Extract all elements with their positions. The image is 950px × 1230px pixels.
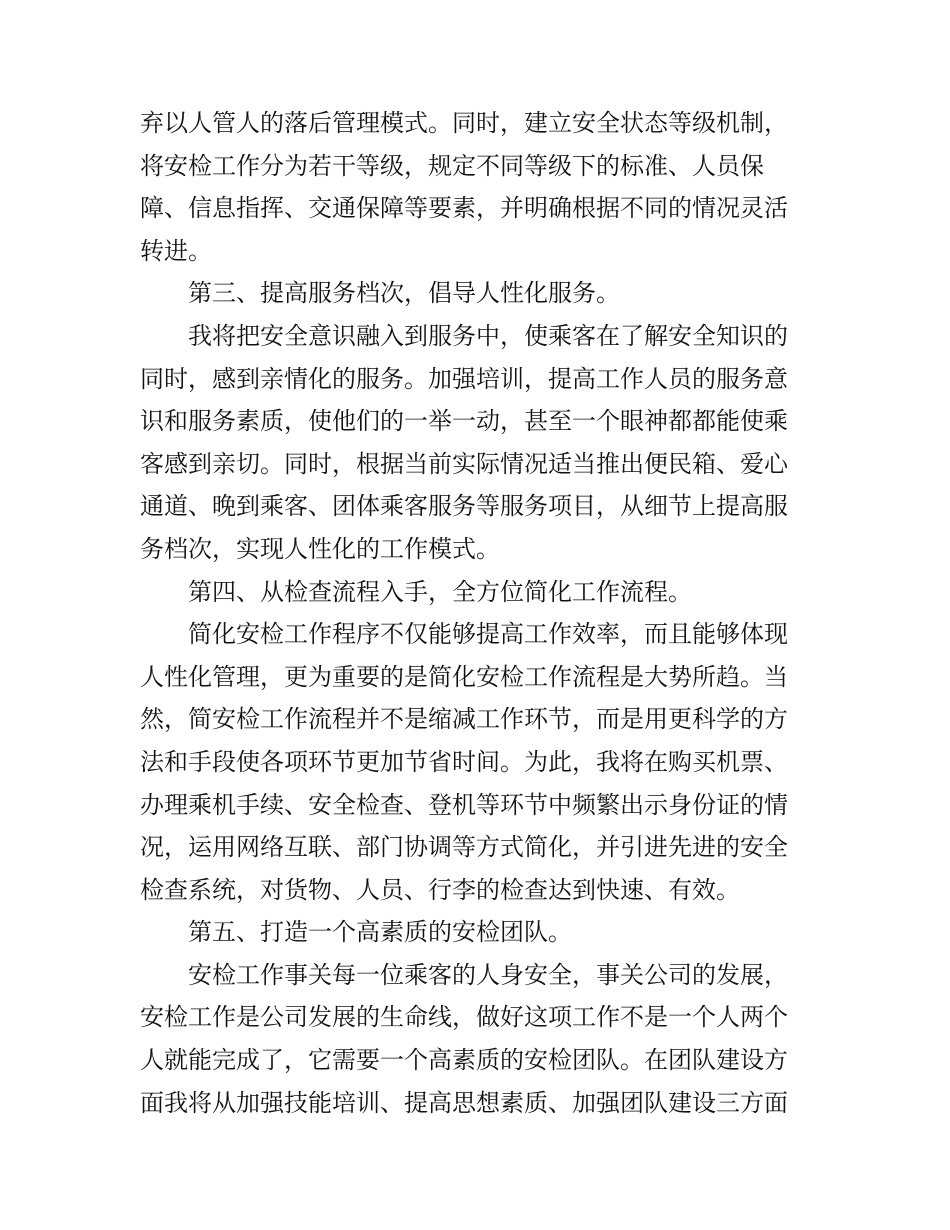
- text-line: 办理乘机手续、安全检查、登机等环节中频繁出示身份证的情: [140, 790, 788, 819]
- section-heading: 第四、从检查流程入手，全方位简化工作流程。: [188, 577, 692, 606]
- body-text: [140, 102, 812, 1124]
- text-line: 人性化管理，更为重要的是简化安检工作流程是大势所趋。当: [140, 662, 788, 691]
- text-line: 务档次，实现人性化的工作模式。: [140, 534, 500, 563]
- text-line: 通道、晚到乘客、团体乘客服务等服务项目，从细节上提高服: [140, 492, 788, 521]
- text-line: 弃以人管人的落后管理模式。同时，建立安全状态等级机制，: [140, 109, 788, 137]
- text-line: 人就能完成了，它需要一个高素质的安检团队。在团队建设方: [140, 1046, 788, 1075]
- text-line: 简化安检工作程序不仅能够提高工作效率，而且能够体现: [188, 620, 788, 649]
- text-line: 同时，感到亲情化的服务。加强培训，提高工作人员的服务意: [140, 364, 788, 393]
- text-line: 然，简安检工作流程并不是缩减工作环节，而是用更科学的方: [140, 705, 788, 734]
- text-line: 将安检工作分为若干等级，规定不同等级下的标准、人员保: [140, 151, 764, 180]
- section-heading: 第五、打造一个高素质的安检团队。: [188, 918, 572, 947]
- text-line: 况，运用网络互联、部门协调等方式简化，并引进先进的安全: [140, 833, 788, 862]
- text-line: 障、信息指挥、交通保障等要素，并明确根据不同的情况灵活: [140, 194, 788, 223]
- text-line: 转进。: [140, 236, 212, 265]
- text-line: 客感到亲切。同时，根据当前实际情况适当推出便民箱、爱心: [140, 449, 788, 478]
- text-line: 面我将从加强技能培训、提高思想素质、加强团队建设三方面: [140, 1088, 788, 1117]
- text-line: 我将把安全意识融入到服务中，使乘客在了解安全知识的: [188, 321, 788, 350]
- text-line: 安检工作事关每一位乘客的人身安全，事关公司的发展，: [188, 960, 788, 989]
- text-line: 识和服务素质，使他们的一举一动，甚至一个眼神都都能使乘: [140, 407, 788, 436]
- section-heading: 第三、提高服务档次，倡导人性化服务。: [188, 279, 620, 308]
- text-line: 法和手段使各项环节更加节省时间。为此，我将在购买机票、: [140, 747, 788, 776]
- text-line: 安检工作是公司发展的生命线，做好这项工作不是一个人两个: [140, 1003, 788, 1032]
- text-line: 检查系统，对货物、人员、行李的检查达到快速、有效。: [140, 875, 740, 904]
